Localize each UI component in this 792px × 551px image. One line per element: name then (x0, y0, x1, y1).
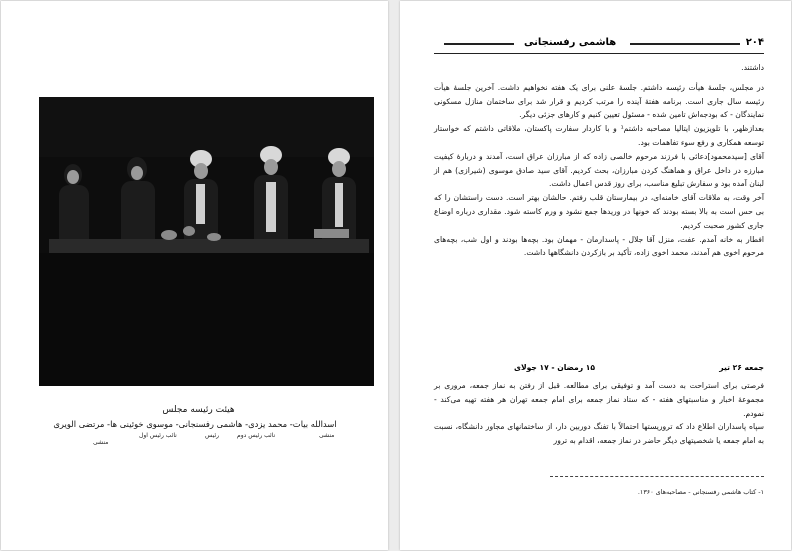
day-weekday: جمعه ۲۶ تیر (719, 363, 764, 372)
photo-names: اسدالله بیات- محمد یزدی- هاشمی رفسنجانی- موسوی خوئینی ها- مرتضی الویری (53, 419, 337, 429)
day-body-text (434, 379, 764, 448)
role-label: نائب رئیس اول (139, 432, 177, 439)
paragraph: بعدازظهر، با تلویزیون ایتالیا مصاحبه داشتم¹ و با کاردار سفارت پاکستان، ملاقاتی داشتم که خواستار توسعه همکاری و رفع سوء تفاهمات بود. (434, 124, 764, 147)
role-label: رئیس (205, 432, 220, 439)
right-page (400, 1, 791, 550)
header-rule (630, 43, 740, 45)
photo-roles (61, 431, 351, 453)
opening-word: داشتند. (741, 63, 764, 72)
role-label: منشی (319, 432, 335, 439)
photo-image (39, 97, 374, 386)
running-title: هاشمی رفسنجانی (524, 37, 617, 48)
day-hijri-date: ۱۵ رمضان - ۱۷ جولای (514, 363, 596, 372)
paragraph: افطار به خانه آمدم. عفت، منزل آقا جلال - پاسدارمان - مهمان بود. بچه‌ها بودند و اول شب، بچه‌های مرحوم اخوی هم آمدند، محمد اخوی زاده، تأکید بر بازکردن دانشگاهها داشت. (434, 234, 764, 258)
paragraph: آخر وقت، به ملاقات آقای خامنه‌ای، در بیمارستان قلب رفتم. حالشان بهتر است. دست راستشان را که بی حس است به بالا بسته بودند که خونها در وریدها جمع نشود و ورم کاسته شود. مقداری درباره اوضاع جاری کشور صحبت کردیم. (434, 193, 764, 230)
left-page (1, 1, 388, 550)
page-header (434, 37, 764, 54)
page-number: ۲۰۴ (745, 37, 764, 48)
council-photo (39, 97, 374, 386)
paragraph: آقای [سیدمحمود]دعائی با فرزند مرحوم خالصی زاده که از مبارزان عراق است، آمدند و دربارهٔ کیفیت مبارزه در داخل عراق و هماهنگ کردن مبارزان، بحث کردیم. آقای سید صادق موسوی (شیرازی) هم از لبنان آمده بود و سفارش تبلیغ مناسب، برای روز قدس اعمال داشت. (434, 151, 764, 189)
footnote-rule (550, 476, 764, 477)
photo-caption: هیئت رئیسه مجلس (162, 405, 235, 415)
paragraph: سپاه پاسداران اطلاع داد که تروریستها احتمالاً با تفنگ دوربین دار، از ساختمانهای مجاور دانشگاه، نسبت به امام جمعه یا شخصیتهای دیگر حاضر در نماز جمعه، اقدام به ترور (434, 422, 764, 446)
footnote: ۱- کتاب هاشمی رفسنجانی - مصاحبه‌های ۱۳۶۰. (637, 488, 764, 496)
role-label: نائب رئیس دوم (237, 432, 276, 439)
header-rule (444, 43, 514, 45)
day-heading (434, 363, 764, 375)
paragraph: در مجلس، جلسهٔ هیأت رئیسه داشتم. جلسهٔ علنی برای یک هفته نخواهیم داشت. آخرین جلسهٔ هیأت رئیسه سال جاری است. برنامه هفتهٔ آینده را مرتب کردیم و قرار شد برای ساختمان منازل مسکونی نمایندگان - که بودجه‌اش تامین شده - مسئول تعیین کنیم و کارهای جزئی دیگر. (434, 82, 764, 120)
role-label: منشی (93, 439, 109, 446)
paragraph: فرصتی برای استراحت به دست آمد و توفیقی برای مطالعه. قبل از رفتن به نماز جمعه، مروری بر مجموعهٔ اخبار و مناسبتهای هفته - که ستاد نماز جمعه برای امام جمعه تهران هر هفته تهیه می‌کند - نمودم. (434, 381, 764, 418)
body-text (434, 61, 764, 260)
